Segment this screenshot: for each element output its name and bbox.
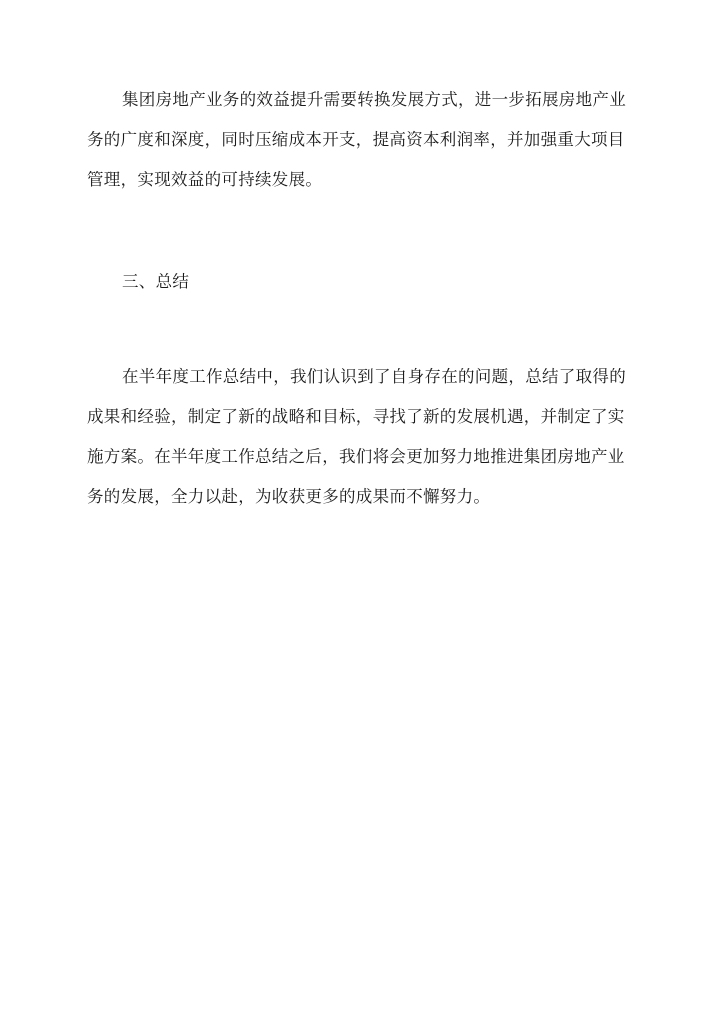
paragraph-1-line-2: 务的广度和深度，同时压缩成本开支，提高资本利润率，并加强重大项目 [87, 130, 625, 149]
paragraph-1-line-3: 管理，实现效益的可持续发展。 [87, 170, 323, 189]
paragraph-1-line-1: 集团房地产业务的效益提升需要转换发展方式，进一步拓展房地产业 [122, 90, 626, 109]
paragraph-2-line-4: 务的发展，全力以赴，为收获更多的成果而不懈努力。 [87, 487, 491, 506]
paragraph-2-line-1: 在半年度工作总结中，我们认识到了自身存在的问题，总结了取得的 [122, 367, 626, 386]
section-heading: 三、总结 [122, 272, 190, 291]
paragraph-2-line-2: 成果和经验，制定了新的战略和目标，寻找了新的发展机遇，并制定了实 [87, 407, 625, 426]
paragraph-2-line-3: 施方案。在半年度工作总结之后，我们将会更加努力地推进集团房地产业 [87, 447, 625, 466]
